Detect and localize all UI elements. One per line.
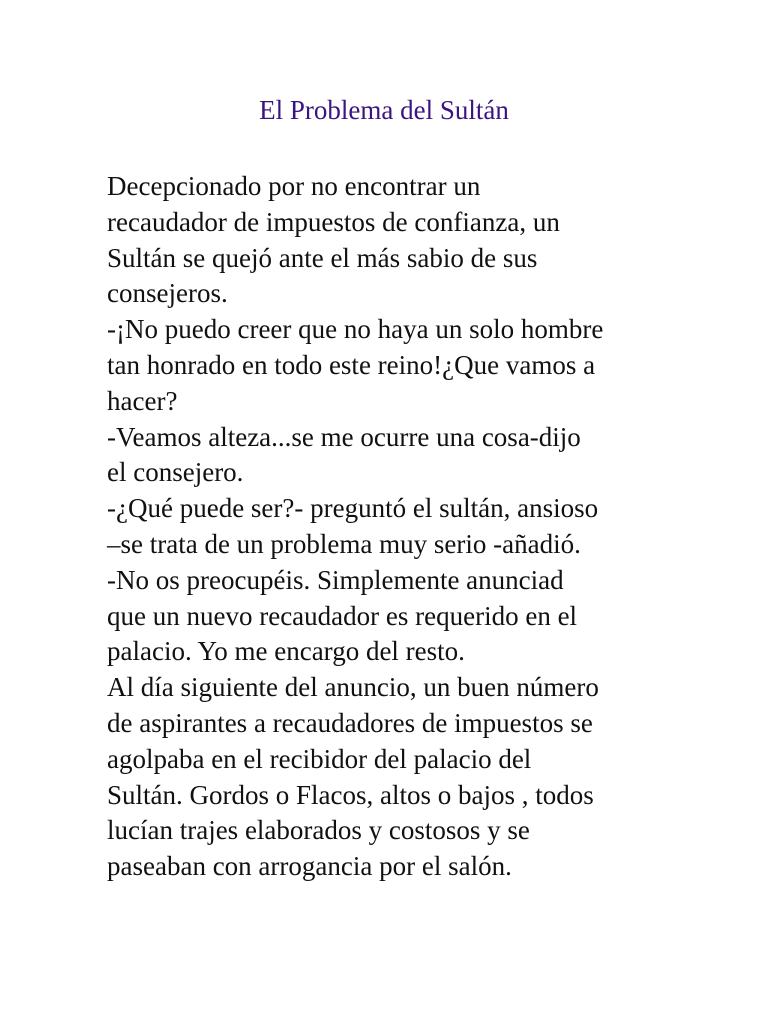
- text-line: recaudador de impuestos de confianza, un: [107, 206, 560, 237]
- text-line: consejeros.: [107, 278, 228, 309]
- text-line: el consejero.: [107, 457, 244, 488]
- text-line: lucían trajes elaborados y costosos y se: [107, 815, 530, 846]
- text-line: Sultán se quejó ante el más sabio de sus: [107, 242, 538, 273]
- text-line: tan honrado en todo este reino!¿Que vamos a: [107, 349, 596, 380]
- text-line: agolpaba en el recibidor del palacio del: [107, 743, 532, 774]
- text-line: –se trata de un problema muy serio -añadió.: [107, 528, 581, 559]
- text-line: -No os preocupéis. Simplemente anunciad: [107, 564, 564, 595]
- text-line: paseaban con arrogancia por el salón.: [107, 851, 512, 882]
- text-line: -¿Qué puede ser?- preguntó el sultán, ansioso: [107, 493, 599, 524]
- text-line: de aspirantes a recaudadores de impuestos se: [107, 707, 593, 738]
- document-body: [107, 169, 687, 885]
- text-line: Sultán. Gordos o Flacos, altos o bajos , todos: [107, 779, 594, 810]
- text-line: Decepcionado por no encontrar un: [107, 171, 481, 201]
- text-line: -¡No puedo creer que no haya un solo hombre: [107, 314, 604, 345]
- text-line: hacer?: [107, 385, 178, 416]
- text-line: palacio. Yo me encargo del resto.: [107, 636, 465, 667]
- text-line: Al día siguiente del anuncio, un buen número: [107, 672, 599, 703]
- text-line: que un nuevo recaudador es requerido en el: [107, 600, 578, 631]
- text-line: -Veamos alteza...se me ocurre una cosa-dijo: [107, 421, 581, 452]
- document-title: El Problema del Sultán: [259, 95, 509, 125]
